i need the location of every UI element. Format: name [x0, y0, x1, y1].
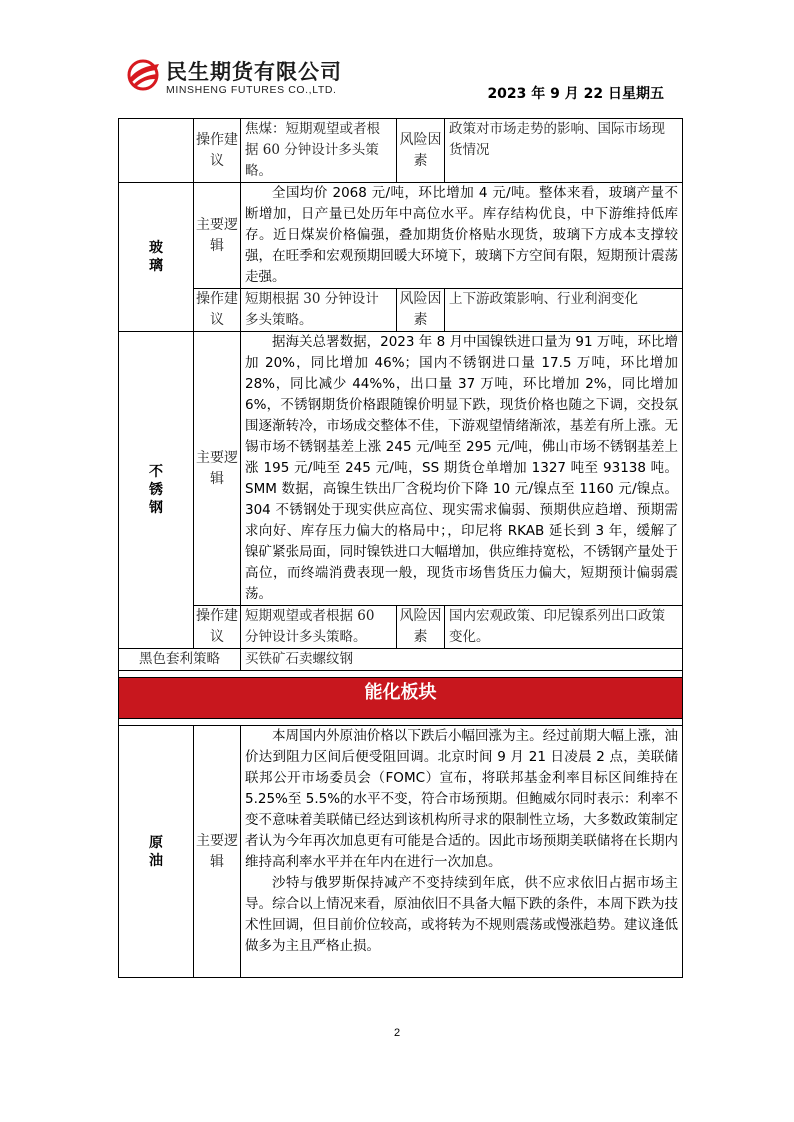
stainless-category	[119, 332, 194, 649]
crude-logic-row	[119, 726, 683, 978]
arbitrage-text: 买铁矿石卖螺纹钢	[241, 649, 683, 671]
coke-operation-text: 焦煤：短期观望或者根据 60 分钟设计多头策略。	[241, 119, 397, 183]
glass-logic-text: 全国均价 2068 元/吨，环比增加 4 元/吨。整体来看，玻璃产量不断增加，日产量已处历年中高位水平。库存结构优良，中下游维持低库存。近日煤炭价格偏强，叠加期货价格贴水现货，玻璃下方成本支撑较强，在旺季和宏观预期回暖大环境下，玻璃下方空间有限，短期预计震荡走强。	[245, 185, 678, 285]
glass-category-label: 玻璃	[149, 240, 163, 274]
section-heading: 能化板块	[119, 678, 683, 719]
section-heading-row	[119, 678, 683, 719]
stainless-operation-row	[119, 606, 683, 649]
stainless-operation-label: 操作建议	[194, 606, 241, 649]
minsheng-logo-icon	[126, 58, 160, 92]
spacer-row-2	[119, 719, 683, 726]
glass-risk-text: 上下游政策影响、行业利润变化	[445, 289, 683, 332]
stainless-logic-text: 据海关总署数据，2023 年 8 月中国镍铁进口量为 91 万吨，环比增加 20%，同比增加 46%；国内不锈钢进口量 17.5 万吨，环比增加 28%，同比减少 44%%，出口量 37 万吨，环比增加 2%，同比增加 6%，不锈钢期货价格跟随镍价明显下跌，现货价格也随之下调，交投氛围逐渐转冷，市场成交整体不佳，下游观望情绪渐浓，基差有所上涨。无锡市场不锈钢基差上涨 245 元/吨至 295 元/吨，佛山市场不锈钢基差上涨 195 元/吨至 245 元/吨，SS 期货仓单增加 1327 吨至 93138 吨。SMM 数据，高镍生铁出厂含税均价下降 10 元/镍点至 1160 元/镍点。304 不锈钢处于现实供应高位、现实需求偏弱、预期供应趋增、预期需求向好、库存压力偏大的格局中；，印尼将 RKAB 延长到 3 年，缓解了镍矿紧张局面，同时镍铁进口大幅增加，供应维持宽松，不锈钢产量处于高位，而终端消费表现一般，现货市场售货压力偏大，短期预计偏弱震荡。	[245, 334, 678, 602]
glass-category	[119, 183, 194, 332]
coke-operation-row	[119, 119, 683, 183]
glass-logic-cell	[241, 183, 683, 289]
glass-risk-label: 风险因素	[397, 289, 445, 332]
report-date: 2023 年 9 月 22 日星期五	[487, 86, 664, 102]
coke-operation-label: 操作建议	[194, 119, 241, 183]
stainless-category-label: 不锈钢	[149, 464, 163, 516]
arbitrage-row	[119, 649, 683, 671]
page-header	[0, 0, 794, 118]
glass-operation-text: 短期根据 30 分钟设计多头策略。	[241, 289, 397, 332]
stainless-risk-label: 风险因素	[397, 606, 445, 649]
stainless-operation-text: 短期观望或者根据 60 分钟设计多头策略。	[241, 606, 397, 649]
company-name-cn: 民生期货有限公司	[166, 60, 342, 84]
stainless-logic-label: 主要逻辑	[194, 332, 241, 606]
company-name-en: MINSHENG FUTURES CO.,LTD.	[166, 84, 337, 96]
crude-logic-paragraph-2: 沙特与俄罗斯保持减产不变持续到年底，供不应求依旧占据市场主导。综合以上情况来看，原油依旧不具备大幅下跌的条件，本周下跌为技术性回调，但目前价位较高，或将转为不规则震荡或慢涨趋势。建议逢低做多为主且严格止损。	[245, 875, 678, 954]
company-logo	[126, 54, 366, 100]
coke-risk-label: 风险因素	[397, 119, 445, 183]
stainless-logic-row	[119, 332, 683, 606]
crude-logic-label: 主要逻辑	[194, 726, 241, 978]
strategy-table	[118, 118, 683, 978]
arbitrage-label: 黑色套利策略	[119, 649, 241, 671]
crude-category-label: 原油	[149, 834, 163, 869]
spacer-row	[119, 671, 683, 678]
coke-risk-text: 政策对市场走势的影响、国际市场现货情况	[445, 119, 683, 183]
coke-category-cell	[119, 119, 194, 183]
glass-logic-row	[119, 183, 683, 289]
glass-operation-row	[119, 289, 683, 332]
stainless-logic-cell	[241, 332, 683, 606]
page-number: 2	[393, 1027, 401, 1039]
crude-logic-paragraph-1: 本周国内外原油价格以下跌后小幅回涨为主。经过前期大幅上涨，油价达到阻力区间后便受阻回调。北京时间 9 月 21 日凌晨 2 点，美联储联邦公开市场委员会（FOMC）宣布，将联邦基金利率目标区间维持在 5.25%至 5.5%的水平不变，符合市场预期。但鲍威尔同时表示：利率不变不意味着美联储已经达到该机构所寻求的限制性立场，大多数政策制定者认为今年再次加息更有可能是合适的。因此市场预期美联储将在长期内维持高利率水平并在年内在进行一次加息。	[245, 728, 678, 870]
glass-operation-label: 操作建议	[194, 289, 241, 332]
crude-category	[119, 726, 194, 978]
crude-logic-cell	[241, 726, 683, 978]
stainless-risk-text: 国内宏观政策、印尼镍系列出口政策变化。	[445, 606, 683, 649]
glass-logic-label: 主要逻辑	[194, 183, 241, 289]
